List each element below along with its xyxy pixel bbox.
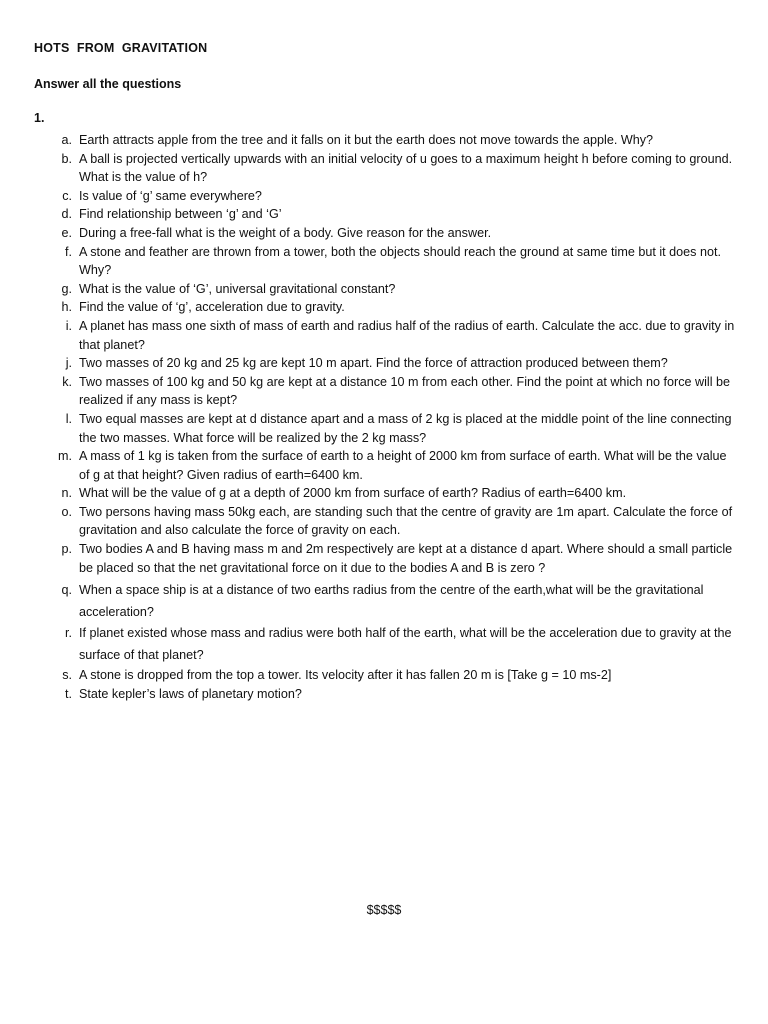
question-letter: k. [62,374,72,389]
question-item [50,354,740,373]
question-text: What will be the value of g at a depth of 2000 km from surface of earth? Radius of earth=6400 km. [79,486,627,501]
question-letter: f. [65,244,72,259]
question-item [50,503,740,540]
question-letter: d. [61,207,72,222]
question-text: What is the value of ‘G’, universal gravitational constant? [79,281,396,296]
question-letter: a. [61,133,72,147]
question-letter: p. [61,542,72,557]
question-letter: o. [61,504,72,519]
question-letter: s. [62,668,72,683]
question-letter: l. [65,411,72,426]
question-text: If planet existed whose mass and radius were both half of the earth, what will be the acceleration due to gravity at the surface of that planet? [79,626,732,662]
question-text: Is value of ‘g’ same everywhere? [79,188,262,203]
instruction-text: Answer all the questions [34,77,182,91]
question-text: A stone and feather are thrown from a tower, both the objects should reach the ground at same time but it does not. Why? [79,244,721,278]
question-item [50,131,740,150]
question-letter: b. [61,151,72,166]
question-letter: m. [58,449,72,464]
question-letter: r. [65,626,72,641]
question-text: A stone is dropped from the top a tower. Its velocity after it has fallen 20 m is [Take g = 10 ms-2] [79,668,612,683]
question-text: A planet has mass one sixth of mass of earth and radius half of the radius of earth. Calculate the acc. due to gravity in that planet? [79,318,735,352]
question-text: Find relationship between ‘g’ and ‘G’ [79,207,282,222]
section-number: 1. [34,111,45,125]
question-item [50,150,740,187]
question-text: During a free-fall what is the weight of a body. Give reason for the answer. [79,225,492,240]
question-text: When a space ship is at a distance of two earths radius from the centre of the earth,what will be the gravitational acceleration? [79,583,704,619]
question-item [50,484,740,503]
question-letter: h. [61,300,72,315]
question-item [50,243,740,280]
question-item [50,373,740,410]
question-letter: i. [65,318,72,333]
question-item [50,540,740,577]
question-item [50,410,740,447]
question-letter: n. [61,486,72,501]
question-item [50,205,740,224]
question-letter: t. [65,686,72,701]
question-text: Two bodies A and B having mass m and 2m respectively are kept at a distance d apart. Where should a small particle be placed so that the net gravitational force on it due to the bodies A and B is zero ? [79,542,733,575]
document-title: HOTS FROM GRAVITATION [34,41,208,55]
question-item [50,623,740,666]
question-item [50,685,740,704]
question-letter: j. [65,356,72,371]
question-item [50,187,740,206]
question-letter: q. [61,583,72,598]
question-item [50,224,740,243]
footer-symbols: $$$$$ [366,903,402,917]
question-text: Two persons having mass 50kg each, are standing such that the centre of gravity are 1m apart. Calculate the force of gravitation and also calculate the force of gravity on each. [79,504,733,538]
question-text: State kepler’s laws of planetary motion? [79,686,302,701]
question-letter: c. [62,188,72,203]
question-item [50,580,740,623]
question-item [50,298,740,317]
question-item [50,317,740,354]
question-text: Two masses of 100 kg and 50 kg are kept at a distance 10 m from each other. Find the point at which no force will be realized if any mass is kept? [79,374,731,408]
question-text: Two masses of 20 kg and 25 kg are kept 10 m apart. Find the force of attraction produced between them? [79,356,668,371]
question-item [50,447,740,484]
question-text: Find the value of ‘g’, acceleration due to gravity. [79,300,345,315]
question-text: Earth attracts apple from the tree and it falls on it but the earth does not move towards the apple. Why? [79,133,654,147]
question-letter: g. [61,281,72,296]
question-letter: e. [61,225,72,240]
question-text: A ball is projected vertically upwards with an initial velocity of u goes to a maximum height h before coming to ground. What is the value of h? [79,151,733,185]
question-text: Two equal masses are kept at d distance apart and a mass of 2 kg is placed at the middle point of the line connecting the two masses. What force will be realized by the 2 kg mass? [79,411,732,445]
question-item [50,666,740,685]
question-text: A mass of 1 kg is taken from the surface of earth to a height of 2000 km from surface of earth. What will be the value of g at that height? Given radius of earth=6400 km. [79,449,727,482]
question-list [50,131,740,703]
question-item [50,280,740,299]
